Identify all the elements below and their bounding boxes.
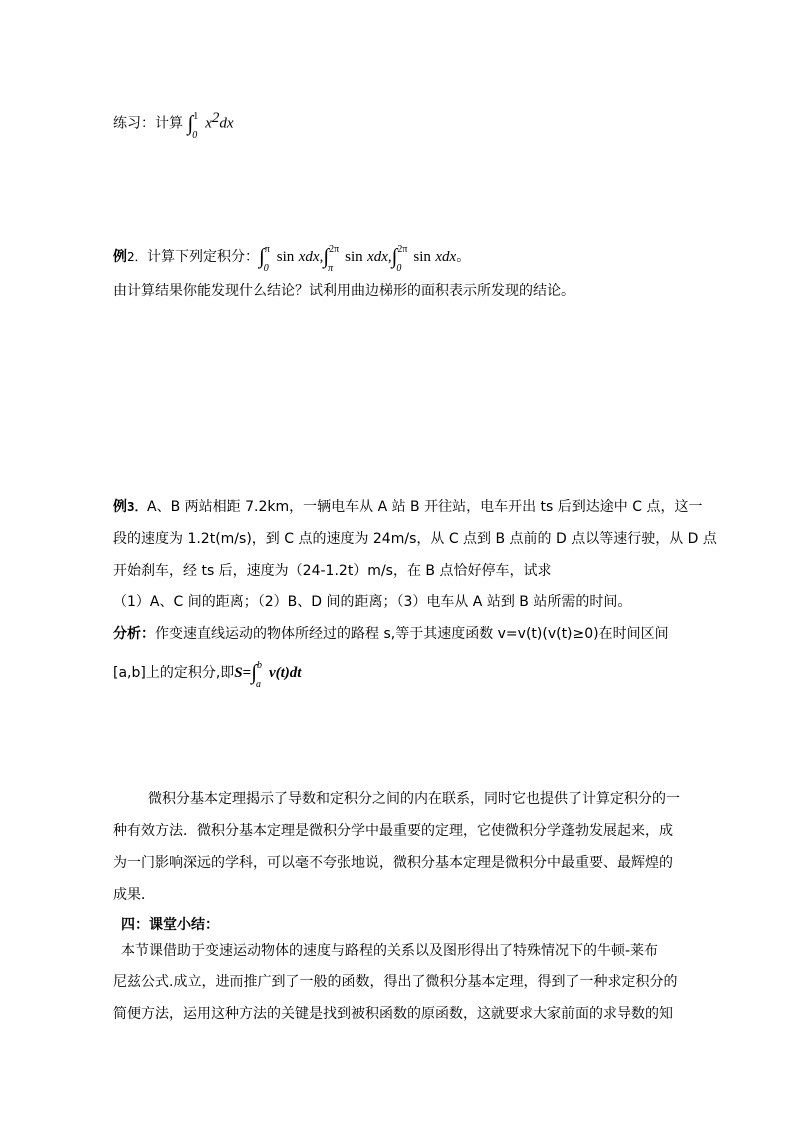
integral-sign: ∫ bbox=[187, 110, 194, 135]
formula-integrand: v(t)dt bbox=[268, 665, 302, 681]
example3-number: 3． bbox=[127, 499, 148, 514]
exercise-line bbox=[113, 108, 234, 141]
formula-lhs: S bbox=[234, 665, 243, 681]
integrand: xdx bbox=[298, 249, 320, 265]
theorem-line-2: 种有效方法．微积分基本定理是微积分学中最重要的定理，它使微积分学蓬勃发展起来，成 bbox=[113, 823, 673, 839]
example3-line-2: 段的速度为 1.2t(m/s)，到 C 点的速度为 24m/s，从 C 点到 B 点前的 D 点以等速行驶，从 D 点 bbox=[113, 531, 717, 547]
example3-label: 例 bbox=[113, 499, 127, 515]
integral-limits: 2π π bbox=[328, 244, 340, 274]
sin-function: sin bbox=[413, 249, 431, 265]
differential: dx bbox=[219, 115, 234, 132]
integral-limits: π 0 bbox=[263, 244, 270, 274]
integrand: x bbox=[205, 115, 212, 132]
integrand: xdx bbox=[435, 249, 457, 265]
analysis-line-1 bbox=[113, 624, 669, 644]
example2-label: 例 bbox=[113, 249, 127, 265]
integral-limits: 1 0 bbox=[192, 110, 199, 141]
separator: , bbox=[319, 249, 324, 265]
example3-line-4: （1）A、C 间的距离；（2）B、D 间的距离；（3）电车从 A 站到 B 站所需的时间。 bbox=[113, 594, 632, 610]
sentence-end: 。 bbox=[456, 249, 471, 265]
example3-line-3: 开始刹车，经 ts 后，速度为（24-1.2t）m/s，在 B 点恰好停车，试求 bbox=[113, 563, 552, 579]
separator: , bbox=[387, 249, 392, 265]
example2-line bbox=[113, 244, 471, 274]
example3-text-1: A、B 两站相距 7.2km，一辆电车从 A 站 B 开往站，电车开出 ts 后到达途中 C 点，这一 bbox=[147, 499, 703, 515]
integral-sign: ∫ bbox=[323, 244, 330, 268]
sin-function: sin bbox=[345, 249, 363, 265]
summary-line-1: 本节课借助于变速运动物体的速度与路程的关系以及图形得出了特殊情况下的牛顿-莱布 bbox=[121, 943, 659, 959]
integrand: xdx bbox=[367, 249, 388, 265]
integral-limits: 2π 0 bbox=[396, 244, 408, 274]
exercise-label: 练习：计算 bbox=[113, 115, 183, 132]
integral-sign: ∫ bbox=[251, 660, 257, 684]
theorem-line-1: 微积分基本定理揭示了导数和定积分之间的内在联系，同时它也提供了计算定积分的一 bbox=[148, 791, 680, 807]
analysis-text-1: 作变速直线运动的物体所经过的路程 s,等于其速度函数 v=v(t)(v(t)≥0)在时间区间 bbox=[155, 626, 669, 642]
integral-limits: b a bbox=[255, 660, 262, 690]
analysis-label: 分析： bbox=[113, 626, 155, 642]
theorem-line-4: 成果． bbox=[113, 887, 155, 903]
integral-sign: ∫ bbox=[259, 244, 265, 268]
integral-sign: ∫ bbox=[391, 244, 398, 268]
analysis-line-2 bbox=[113, 660, 302, 690]
summary-line-2: 尼兹公式.成立，进而推广到了一般的函数，得出了微积分基本定理，得到了一种求定积分的 bbox=[113, 974, 678, 990]
example3-line-1 bbox=[113, 497, 702, 517]
example2-text: 计算下列定积分： bbox=[147, 249, 260, 265]
sin-function: sin bbox=[276, 249, 295, 265]
example2-number: 2． bbox=[127, 249, 148, 264]
analysis-text-2: [a,b]上的定积分,即 bbox=[113, 665, 235, 681]
summary-line-3: 简便方法，运用这种方法的关键是找到被积函数的原函数，这就要求大家前面的求导数的知 bbox=[113, 1006, 673, 1022]
example2-question: 由计算结果你能发现什么结论？试利用曲边梯形的面积表示所发现的结论。 bbox=[113, 283, 575, 299]
exponent: 2 bbox=[211, 110, 220, 126]
summary-heading: 四：课堂小结： bbox=[121, 917, 219, 933]
theorem-line-3: 为一门影响深远的学科，可以毫不夸张地说，微积分基本定理是微积分中最重要、最辉煌的 bbox=[113, 855, 673, 871]
formula-equals: = bbox=[242, 665, 252, 681]
